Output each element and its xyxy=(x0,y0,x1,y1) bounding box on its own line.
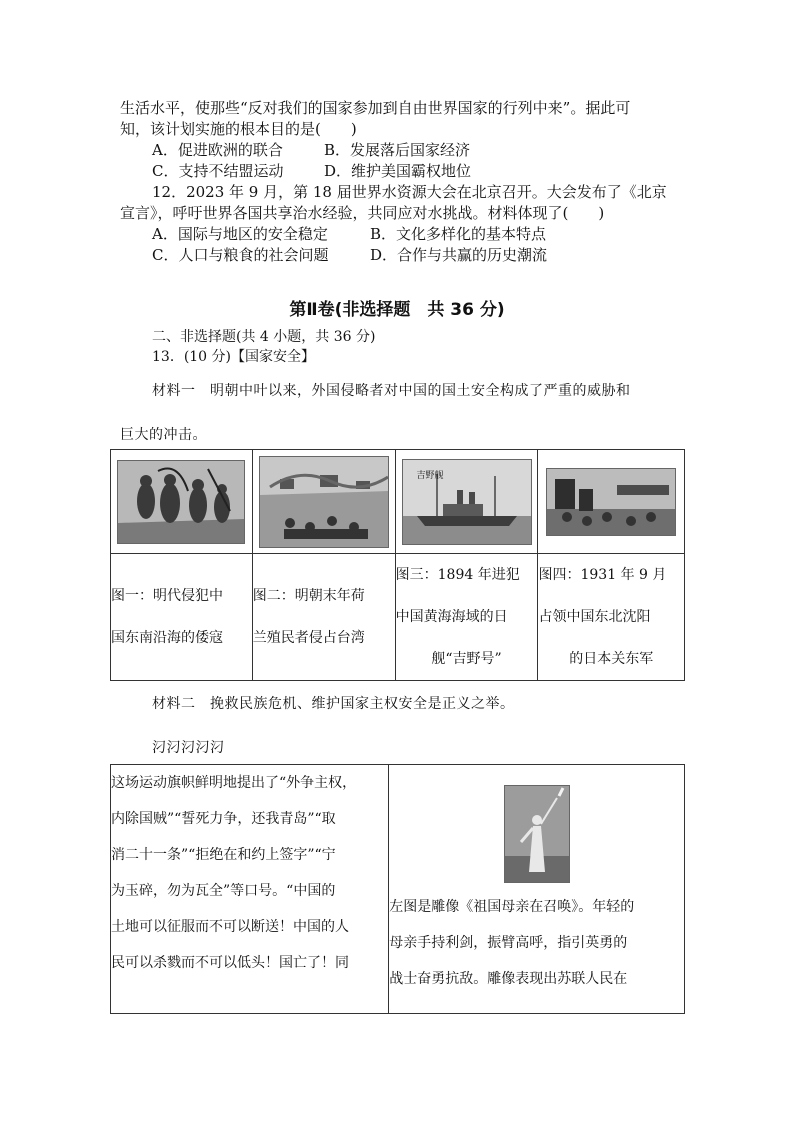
photo3-label: 吉野舰 xyxy=(416,470,444,481)
photo-cell-2 xyxy=(252,450,395,554)
material2-left-line2: 内除国贼”“誓死力争，还我青岛”“取 xyxy=(111,811,336,827)
material1-line2: 巨大的冲击。 xyxy=(120,427,207,443)
material2-right-line3: 战士奋勇抗敌。雕像表现出苏联人民在 xyxy=(389,971,628,987)
caption-cell-1 xyxy=(111,554,253,681)
q12-line2: 宣言》，呼吁世界各国共享治水经验，共同应对水挑战。材料体现了( ) xyxy=(120,204,605,222)
caption-cell-2 xyxy=(252,554,395,681)
photo-motherland-calls-statue xyxy=(504,785,570,883)
material2-left-cell xyxy=(111,765,389,1014)
section-heading: 二、非选择题(共 4 小题，共 36 分) xyxy=(152,329,376,345)
material2-left-line6: 民可以杀戮而不可以低头！国亡了！同 xyxy=(111,955,349,971)
material2-line1: 材料二 挽救民族危机、维护国家主权安全是正义之举。 xyxy=(152,696,515,712)
caption-cell-4 xyxy=(538,554,685,681)
q11-line1: 生活水平，使那些“反对我们的国家参加到自由世界国家的行列中来”。据此可 xyxy=(120,99,631,117)
photo-cell-3 xyxy=(395,450,538,554)
q12-option-c: C．人口与粮食的社会问题 xyxy=(152,246,329,264)
material2-left-line3: 消二十一条”“拒绝在和约上签字”“宁 xyxy=(111,847,336,863)
caption3-line1: 图三：1894 年进犯 xyxy=(395,567,520,583)
material2-right-line2: 母亲手持利剑，振臂高呼，指引英勇的 xyxy=(389,935,628,951)
q11-option-a: A．促进欧洲的联合 xyxy=(152,141,283,159)
q12-option-a: A．国际与地区的安全稳定 xyxy=(152,225,328,243)
material2-table xyxy=(110,764,685,1014)
material1-table xyxy=(110,449,685,681)
q11-option-b: B．发展落后国家经济 xyxy=(324,141,471,159)
caption4-line3: 的日本关东军 xyxy=(569,651,654,667)
material1-line1: 材料一 明朝中叶以来，外国侵略者对中国的国土安全构成了严重的威胁和 xyxy=(152,383,631,399)
material2-left-line5: 土地可以征服而不可以断送！中国的人 xyxy=(111,919,349,935)
caption4-line1: 图四：1931 年 9 月 xyxy=(538,567,667,583)
q11-option-c: C．支持不结盟运动 xyxy=(152,162,284,180)
caption1-line2: 国东南沿海的倭寇 xyxy=(111,630,223,646)
material2-right-line1: 左图是雕像《祖国母亲在召唤》。年轻的 xyxy=(389,899,635,915)
q11-line2: 知，该计划实施的根本目的是( ) xyxy=(120,120,357,138)
photo-yoshino-ship xyxy=(402,459,532,545)
material2-left-line4: 为玉碎，勿为瓦全”等口号。“中国的 xyxy=(111,883,336,899)
material2-left-line1: 这场运动旗帜鲜明地提出了“外争主权， xyxy=(111,775,357,791)
material2-right-cell xyxy=(389,765,685,1014)
material2-line2: 汈汈汈汈汈 xyxy=(152,740,225,756)
q12-line1: 12．2023 年 9 月，第 18 届世界水资源大会在北京召开。大会发布了《北京 xyxy=(152,183,667,201)
photo-cell-4 xyxy=(538,450,685,554)
photo-wokou xyxy=(117,460,245,544)
caption1-line1: 图一：明代侵犯中 xyxy=(111,588,223,604)
caption2-line2: 兰殖民者侵占台湾 xyxy=(252,630,365,646)
photo-cell-1 xyxy=(111,450,253,554)
photo-kwantung-army xyxy=(546,468,676,536)
caption4-line2: 占领中国东北沈阳 xyxy=(538,609,651,625)
q11-option-d: D．维护美国霸权地位 xyxy=(324,162,472,180)
section-title: 第Ⅱ卷(非选择题 共 36 分) xyxy=(289,300,505,320)
caption3-line3: 舰“吉野号” xyxy=(431,651,502,667)
photo-dutch-taiwan xyxy=(259,456,389,548)
caption3-line2: 中国黄海海域的日 xyxy=(395,609,508,625)
q12-option-d: D．合作与共赢的历史潮流 xyxy=(370,246,548,264)
caption-cell-3 xyxy=(395,554,538,681)
caption2-line1: 图二：明朝末年荷 xyxy=(252,588,365,604)
q13-label: 13．(10 分)【国家安全】 xyxy=(152,349,316,365)
q12-option-b: B．文化多样化的基本特点 xyxy=(370,225,547,243)
